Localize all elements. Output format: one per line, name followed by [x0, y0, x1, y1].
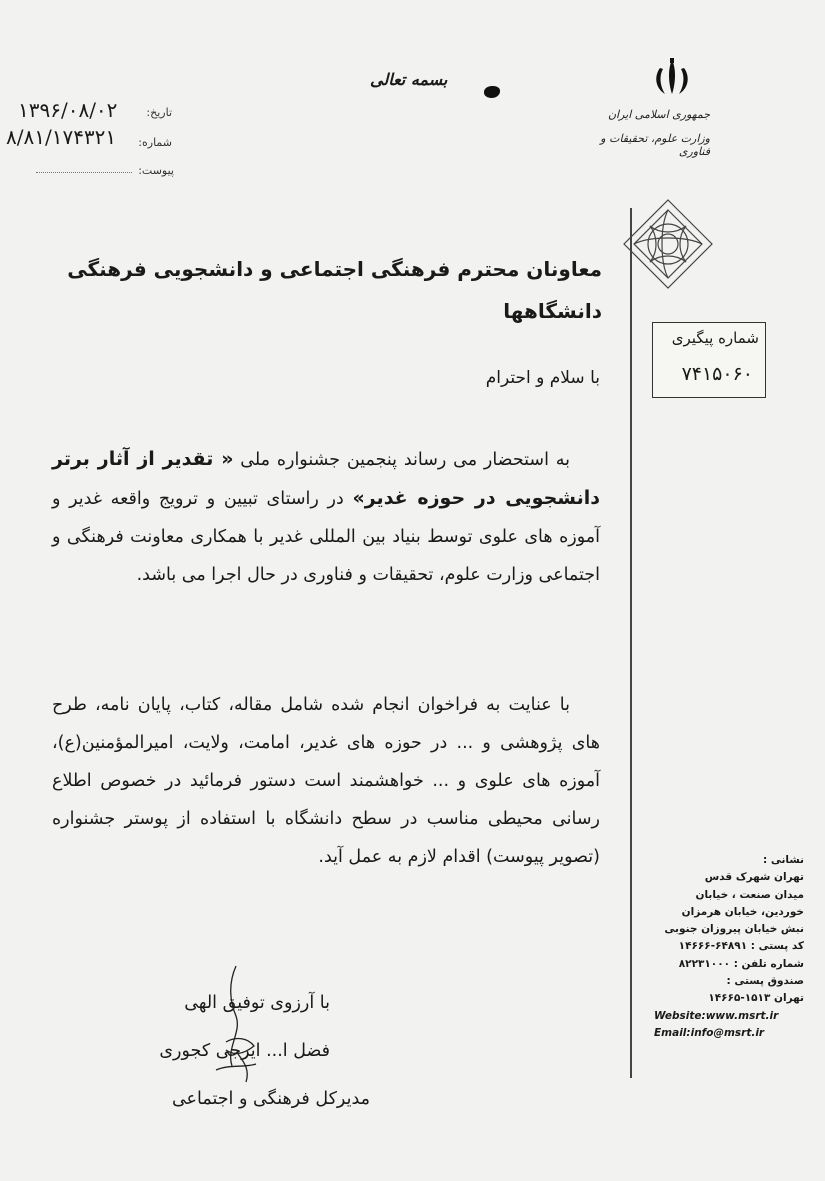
ink-blot	[484, 86, 500, 98]
attachment-label: پیوست:	[138, 164, 174, 177]
bismillah-heading: بسمه تعالی	[370, 70, 448, 89]
paragraph-1-intro: به استحضار می رساند پنجمین جشنواره ملی	[233, 450, 570, 470]
paragraph-1	[52, 440, 600, 594]
po-box: تهران ۱۵۱۳-۱۴۶۶۵	[708, 992, 804, 1005]
tracking-number-box	[652, 322, 766, 398]
ministry-address	[654, 852, 804, 1042]
ornament-icon	[620, 196, 716, 292]
handwritten-signature-icon	[186, 958, 296, 1108]
address-line: صندوق پستی :	[726, 975, 804, 988]
festival-title: « تقدیر از آثار برتر دانشجویی در حوزه غدیر»	[52, 448, 601, 509]
date-label: تاریخ:	[146, 106, 172, 119]
tracking-value: ۷۴۱۵۰۶۰	[681, 363, 753, 385]
recipient-line-1: معاونان محترم فرهنگی اجتماعی و دانشجویی فرهنگی	[67, 257, 602, 281]
signer-title: مدیرکل فرهنگی و اجتماعی	[171, 1089, 370, 1109]
phone-number: شماره تلفن : ۸۲۲۳۱۰۰۰	[678, 957, 804, 970]
number-value: ۸/۸۱/۱۷۴۳۲۱	[6, 125, 117, 149]
email: Email:info@msrt.ir	[654, 1026, 765, 1039]
attachment-line	[36, 172, 132, 173]
address-line: نشانی :	[763, 854, 804, 866]
paragraph-2: با عنایت به فراخوان انجام شده شامل مقاله، کتاب، پایان نامه، طرح های پژوهشی و ... در حوزه های غدیر، امامت، ولایت، امیرالمؤمنین(ع)، آموزه های علوی و ... خواهشمند است دستور فرمائید در خصوص اطلاع رسانی محیطی مناسب در سطح دانشگاه با استفاده از پوستر جشنواره (تصویر پیوست) اقدام لازم به عمل آید.	[52, 695, 600, 867]
number-label: شماره:	[138, 136, 172, 149]
emblem-line-1: جمهوری اسلامی ایران	[607, 108, 710, 121]
website: Website:www.msrt.ir	[654, 1009, 779, 1022]
recipient-line-2: دانشگاهها	[503, 299, 602, 323]
address-line: تهران شهرک قدس	[704, 871, 804, 884]
postal-code: کد پستی : ۶۴۸۹۱-۱۴۶۶۶	[678, 940, 804, 953]
greeting: با سلام و احترام	[485, 368, 600, 388]
emblem-line-2: وزارت علوم، تحقیقات و فناوری	[600, 132, 710, 158]
vertical-divider	[630, 208, 632, 1078]
address-line: نبش خیابان پیروزان جنوبی	[664, 923, 804, 936]
signer-name: فضل ا... ایرجی کجوری	[159, 1041, 330, 1061]
iran-emblem-icon	[650, 56, 694, 100]
date-value: ۱۳۹۶/۰۸/۰۲	[18, 98, 118, 122]
tracking-label: شماره پیگیری	[671, 329, 759, 347]
paragraph-1-rest: در راستای تبیین و ترویج واقعه غدیر و آموزه های علوی توسط بنیاد بین المللی غدیر با همکاری معاونت فرهنگی و اجتماعی وزارت علوم، تحقیقات و فناوری در حال اجرا می باشد.	[52, 489, 600, 585]
closing-line: با آرزوی توفیق الهی	[184, 993, 330, 1013]
address-line: میدان صنعت ، خیابان	[695, 888, 804, 901]
address-line: خوردین، خیابان هرمزان	[681, 905, 804, 918]
